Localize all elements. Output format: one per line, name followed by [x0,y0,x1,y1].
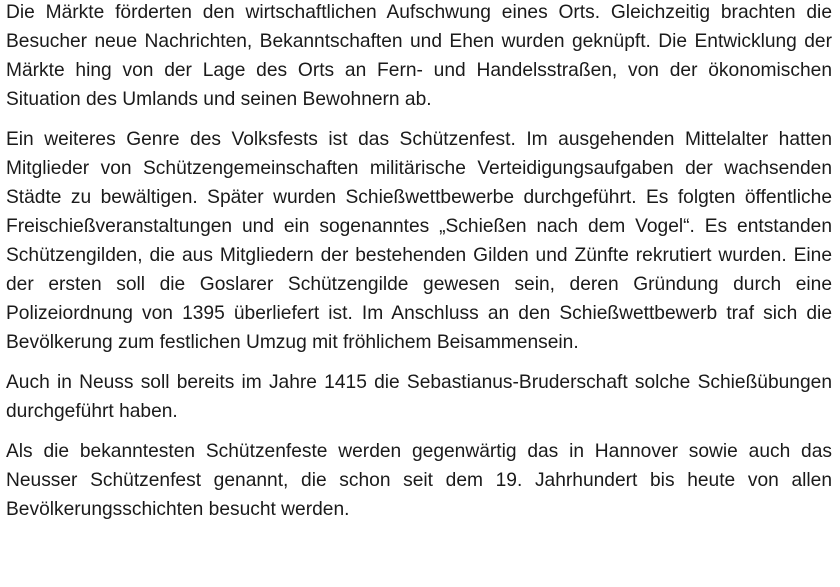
paragraph-markets: Die Märkte förderten den wirtschaftlichen Aufschwung eines Orts. Gleichzeitig brachten die Besucher neue Nachrichten, Bekanntschaften und Ehen wurden geknüpft. Die Entwicklung der Märkte hing von der Lage des Orts an Fern- und Handelsstraßen, von der ökonomischen Situation des Umlands und seinen Bewohnern ab. [6,2,832,110]
paragraph-neuss: Auch in Neuss soll bereits im Jahre 1415 die Sebastianus-Bruderschaft solche Schießübungen durchgeführt haben. [6,372,832,422]
paragraph-hannover: Als die bekanntesten Schützenfeste werden gegenwärtig das in Hannover sowie auch das Neusser Schützenfest genannt, die schon seit dem 19. Jahrhundert bis heute von allen Bevölkerungsschichten besucht werden. [6,441,832,520]
paragraph-schuetzenfest: Ein weiteres Genre des Volksfests ist das Schützenfest. Im ausgehenden Mittelalter hatten Mitglieder von Schützengemeinschaften militärische Verteidigungsaufgaben der wachsenden Städte zu bewältigen. Später wurden Schießwettbewerbe durchgeführt. Es folgten öffentliche Freischießveranstaltungen und ein sogenanntes „Schießen nach dem Vogel“. Es entstanden Schützengilden, die aus Mitgliedern der bestehenden Gilden und Zünfte rekrutiert wurden. Eine der ersten soll die Goslarer Schützengilde gewesen sein, deren Gründung durch eine Polizeiordnung von 1395 überliefert ist. Im Anschluss an den Schießwettbewerb traf sich die Bevölkerung zum festlichen Umzug mit fröhlichem Beisammensein. [6,129,832,353]
